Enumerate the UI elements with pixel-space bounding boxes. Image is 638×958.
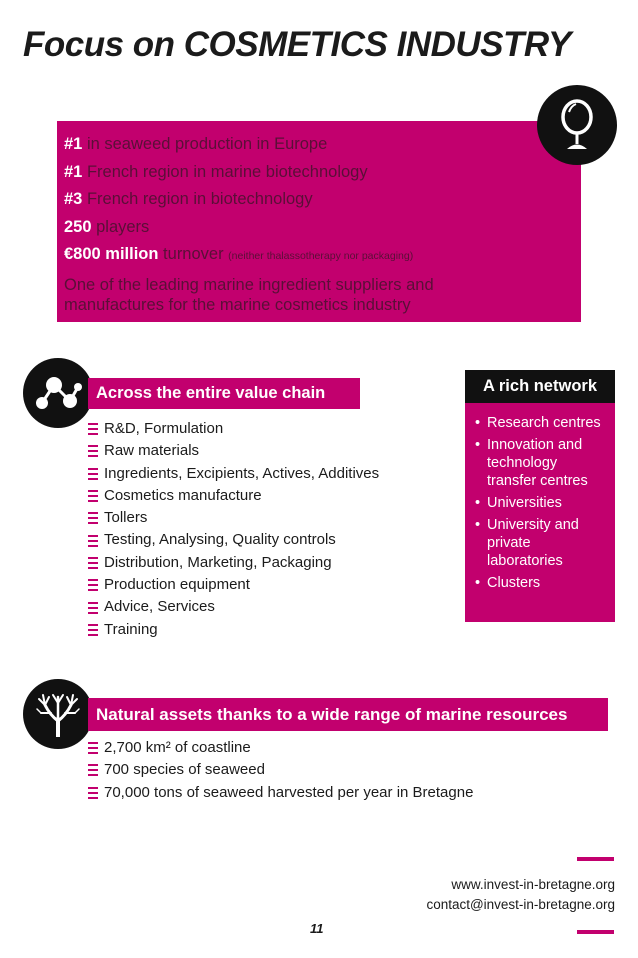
list-marker-icon xyxy=(88,512,98,524)
list-item: Raw materials xyxy=(88,440,379,462)
list-item: 700 species of seaweed xyxy=(88,759,473,781)
key-figures-box xyxy=(57,121,581,322)
decorative-rule xyxy=(577,930,614,934)
key-figure: €800 million turnover (neither thalassotherapy nor packaging) xyxy=(64,245,414,263)
list-item: • Innovation and technology transfer centres xyxy=(475,437,588,489)
list-marker-icon xyxy=(88,787,98,799)
key-figures-list xyxy=(57,121,581,315)
list-marker-icon xyxy=(88,490,98,502)
list-marker-icon xyxy=(88,602,98,614)
list-marker-icon xyxy=(88,445,98,457)
coral-icon xyxy=(23,679,93,749)
key-figure: #1 in seaweed production in Europe xyxy=(64,135,328,153)
contact-block xyxy=(426,875,615,915)
email-link[interactable]: contact@invest-in-bretagne.org xyxy=(426,897,615,912)
list-item: Distribution, Marketing, Packaging xyxy=(88,552,379,574)
list-item: • Universities xyxy=(475,495,562,511)
list-item: Tollers xyxy=(88,507,379,529)
list-item: 2,700 km² of coastline xyxy=(88,737,473,759)
key-figure: 250 players xyxy=(64,217,150,236)
list-item: Cosmetics manufacture xyxy=(88,485,379,507)
list-item: Ingredients, Excipients, Actives, Additives xyxy=(88,463,379,485)
key-figure: One of the leading marine ingredient suppliers and manufactures for the marine cosmetics industry xyxy=(64,275,434,314)
list-item: • University and private laboratories xyxy=(475,517,579,569)
list-item: Production equipment xyxy=(88,574,379,596)
list-marker-icon xyxy=(88,579,98,591)
list-marker-icon xyxy=(88,423,98,435)
key-figure: #3 French region in biotechnology xyxy=(64,190,313,208)
page-number: 11 xyxy=(310,921,324,936)
list-item: • Clusters xyxy=(475,575,541,591)
list-item: Training xyxy=(88,619,379,641)
decorative-rule xyxy=(577,857,614,861)
list-marker-icon xyxy=(88,764,98,776)
list-item: 70,000 tons of seaweed harvested per year in Bretagne xyxy=(88,782,473,804)
website-link[interactable]: www.invest-in-bretagne.org xyxy=(451,877,615,892)
network-heading: A rich network xyxy=(465,370,615,403)
list-marker-icon xyxy=(88,624,98,636)
value-chain-list xyxy=(88,418,379,641)
list-item: R&D, Formulation xyxy=(88,418,379,440)
network-box xyxy=(465,403,615,622)
value-chain-heading: Across the entire value chain xyxy=(88,378,360,409)
natural-assets-heading: Natural assets thanks to a wide range of marine resources xyxy=(88,698,608,731)
network-list xyxy=(475,414,607,592)
list-item: Testing, Analysing, Quality controls xyxy=(88,529,379,551)
list-marker-icon xyxy=(88,742,98,754)
list-item: • Research centres xyxy=(475,415,601,431)
natural-assets-list xyxy=(88,737,473,804)
list-marker-icon xyxy=(88,557,98,569)
list-marker-icon xyxy=(88,468,98,480)
page-title: Focus on COSMETICS INDUSTRY xyxy=(23,25,571,64)
turnover-note: (neither thalassotherapy nor packaging) xyxy=(228,250,414,262)
key-figure: #1 French region in marine biotechnology xyxy=(64,162,368,181)
network-nodes-icon xyxy=(23,358,93,428)
mirror-icon xyxy=(537,85,617,165)
list-marker-icon xyxy=(88,535,98,547)
list-item: Advice, Services xyxy=(88,596,379,618)
